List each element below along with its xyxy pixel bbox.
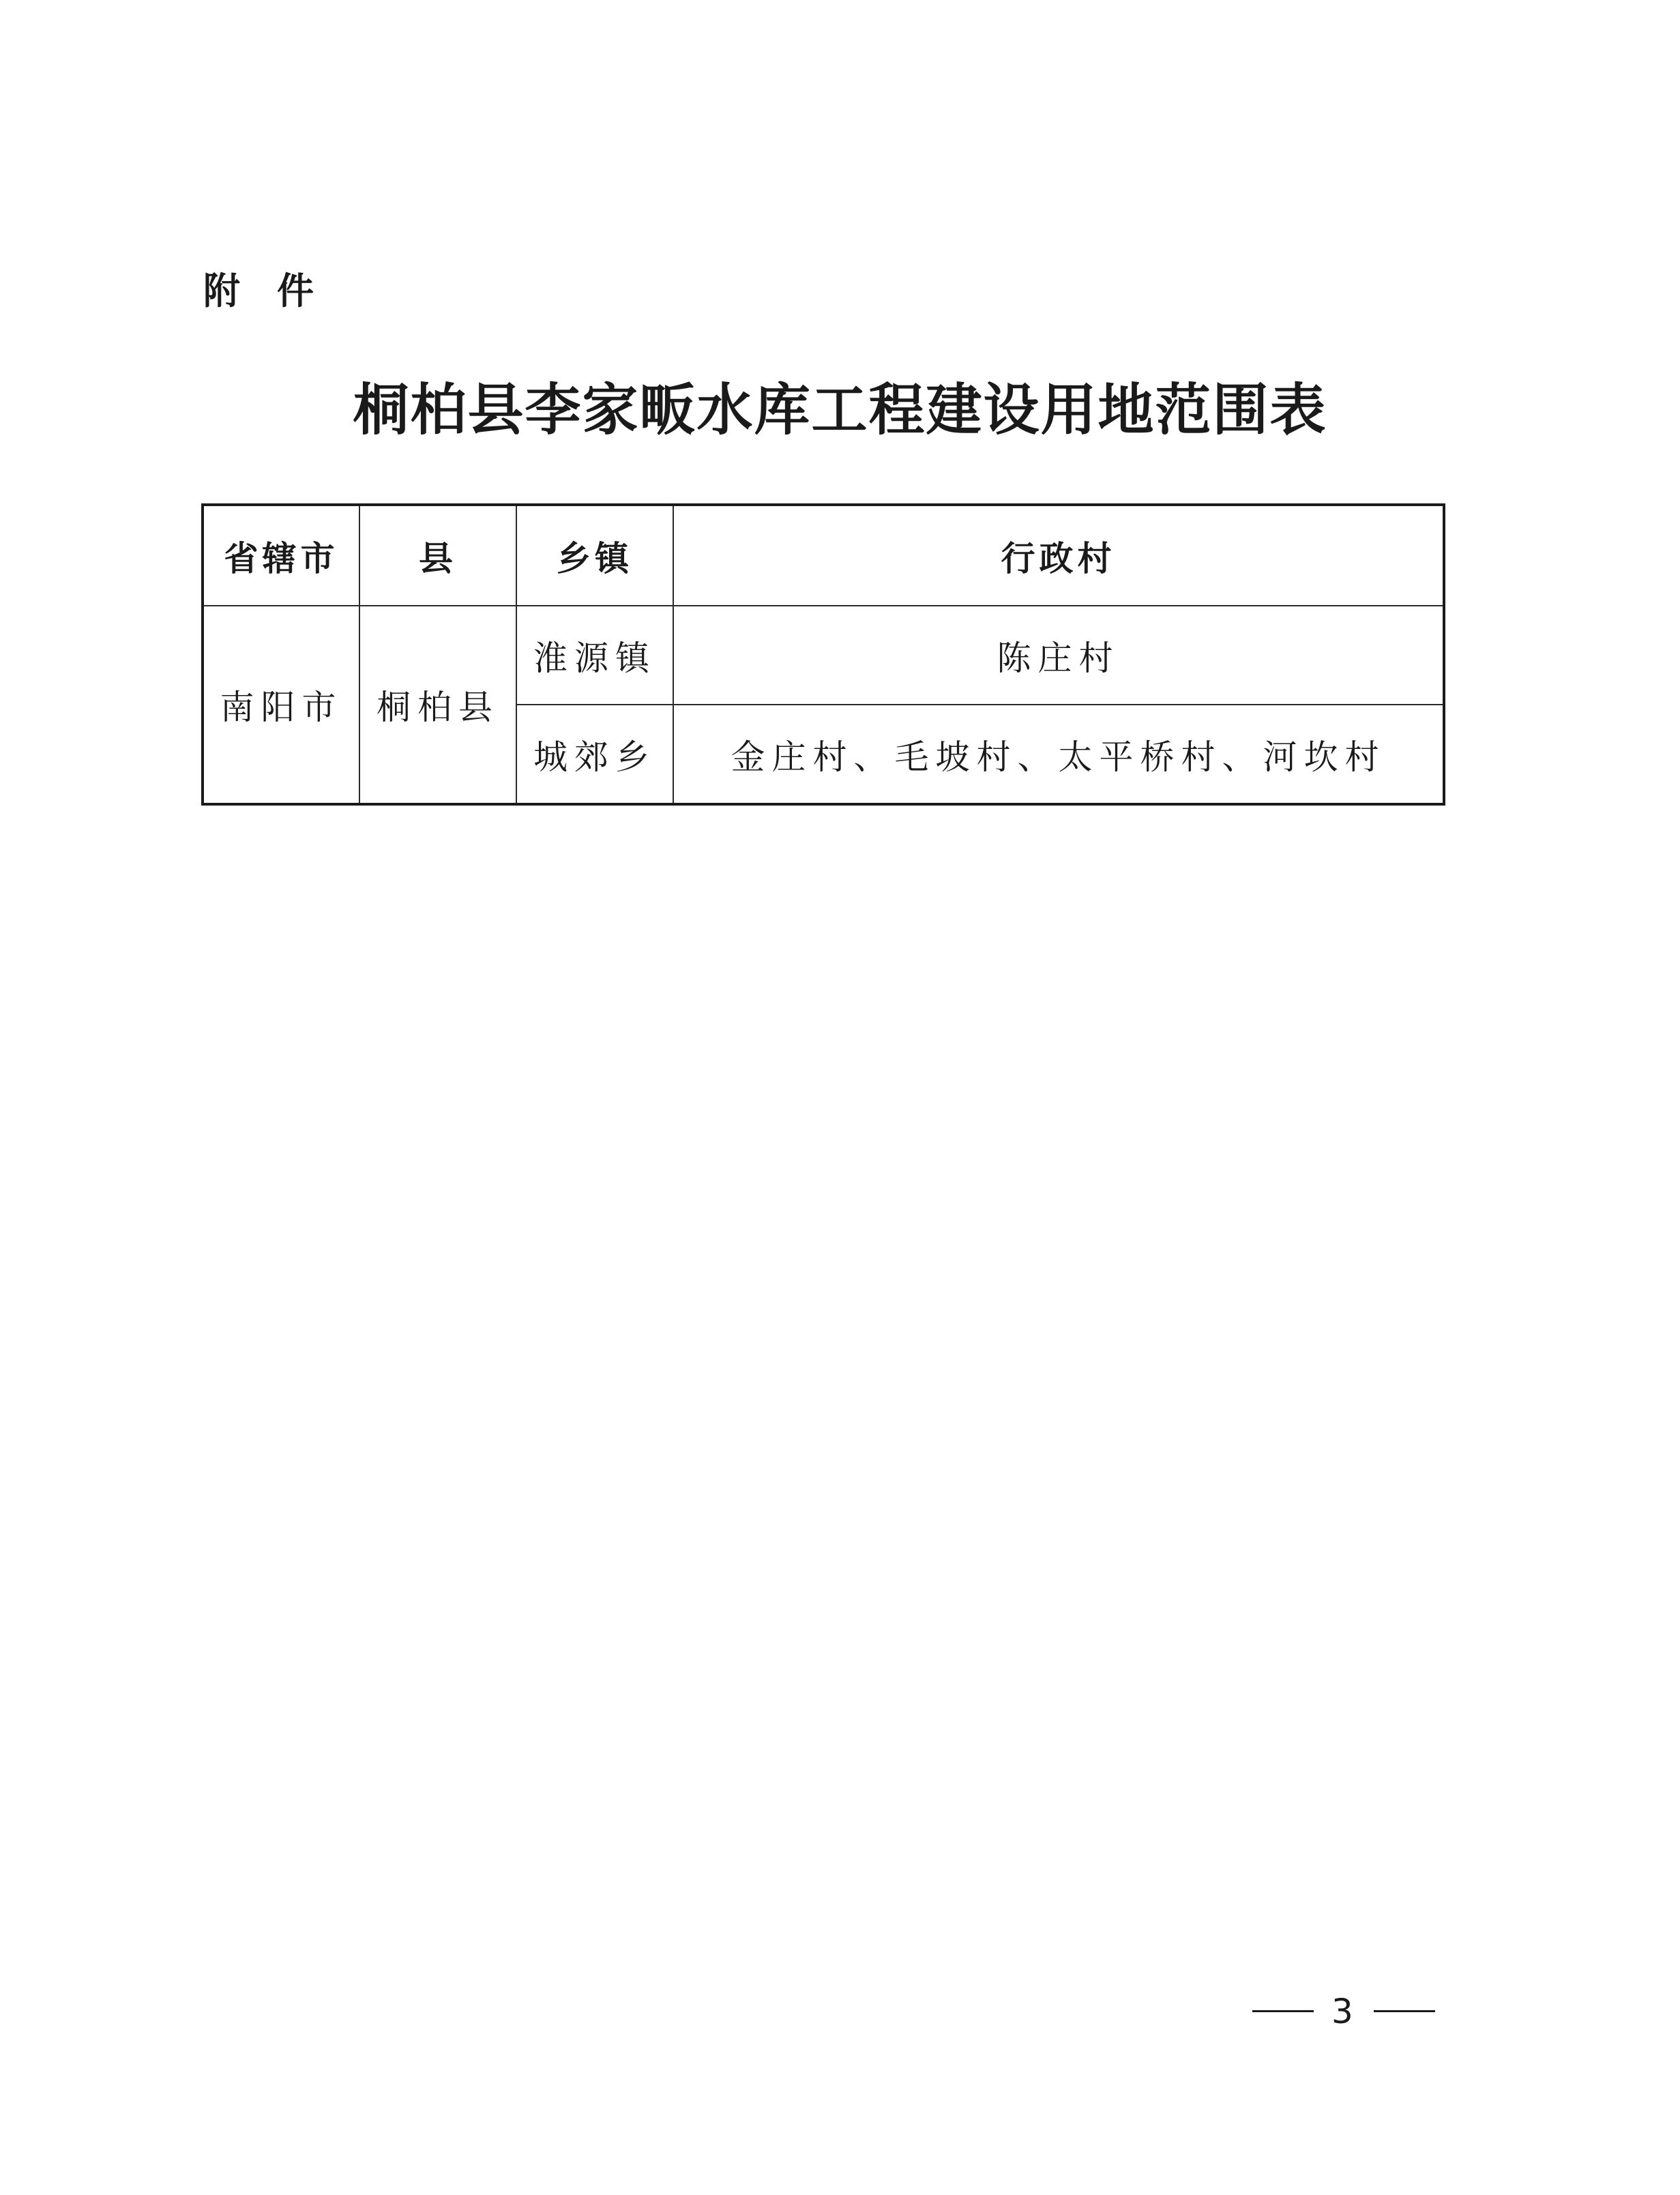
cell-city: 南阳市 <box>203 606 359 804</box>
table-header-row <box>203 505 1444 606</box>
cell-town: 淮源镇 <box>516 606 673 705</box>
land-scope-table <box>201 503 1445 806</box>
page-number-dash-right <box>1374 2010 1435 2012</box>
document-title: 桐柏县李家畈水库工程建设用地范围表 <box>353 377 1327 443</box>
page-number <box>1252 1992 1435 2029</box>
cell-villages: 金庄村、毛坡村、太平桥村、河坎村 <box>673 705 1444 804</box>
header-villages: 行政村 <box>673 505 1444 606</box>
header-town: 乡镇 <box>516 505 673 606</box>
attachment-label: 附件 <box>203 269 351 312</box>
cell-villages: 陈庄村 <box>673 606 1444 705</box>
page-number-dash-left <box>1252 2010 1314 2012</box>
cell-county: 桐柏县 <box>359 606 516 804</box>
cell-town: 城郊乡 <box>516 705 673 804</box>
page-number-value: 3 <box>1331 1991 1356 2031</box>
header-city: 省辖市 <box>203 505 359 606</box>
header-county: 县 <box>359 505 516 606</box>
table-row <box>203 606 1444 705</box>
